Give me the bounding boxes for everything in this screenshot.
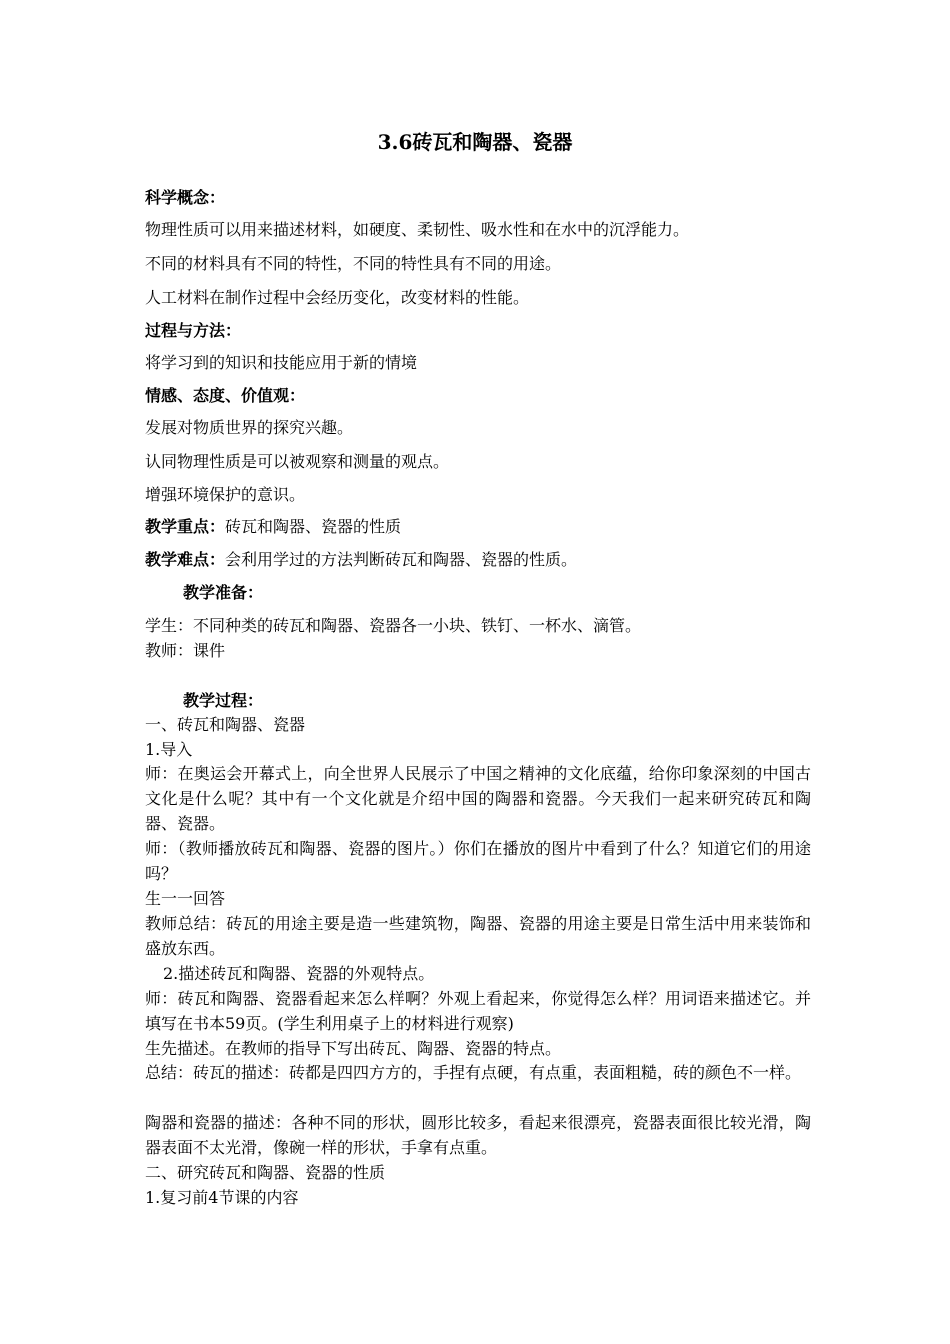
attitude-heading: 情感、态度、价值观： xyxy=(145,386,306,405)
paragraph-ceramic-summary: 陶器和瓷器的描述：各种不同的形状，圆形比较多，看起来很漂亮，瓷器表面很比较光滑，陶器表面不太光滑，像碗一样的形状，手拿有点重。 xyxy=(145,1113,811,1157)
preparation-teacher: 教师：课件 xyxy=(145,641,226,660)
preparation-heading: 教学准备： xyxy=(183,583,264,602)
key-point-label: 教学重点： xyxy=(145,517,226,536)
paragraph-student-answer: 生一一回答 xyxy=(145,889,226,908)
section-2-heading: 二、研究砖瓦和陶器、瓷器的性质 xyxy=(145,1163,386,1182)
document-title: 3.6砖瓦和陶器、瓷器 xyxy=(377,130,573,154)
preparation-student: 学生：不同种类的砖瓦和陶器、瓷器各一小块、铁钉、一杯水、滴管。 xyxy=(145,616,642,635)
teaching-process-heading: 教学过程： xyxy=(183,691,264,710)
paragraph-teacher-question: 师：（教师播放砖瓦和陶器、瓷器的图片。）你们在播放的图片中看到了什么？知道它们的用途吗？ xyxy=(145,839,811,883)
difficulty-text: 会利用学过的方法判断砖瓦和陶器、瓷器的性质。 xyxy=(225,550,578,569)
step-3-heading: 1.复习前4节课的内容 xyxy=(145,1188,299,1207)
paragraph-intro: 师：在奥运会开幕式上，向全世界人民展示了中国之精神的文化底蕴，给你印象深刻的中国古文化是什么呢？其中有一个文化就是介绍中国的陶器和瓷器。今天我们一起来研究砖瓦和陶器、瓷器。 xyxy=(145,764,811,833)
attitude-line-3: 增强环境保护的意识。 xyxy=(145,485,306,504)
key-point-text: 砖瓦和陶器、瓷器的性质 xyxy=(225,517,402,536)
concept-line-3: 人工材料在制作过程中会经历变化，改变材料的性能。 xyxy=(145,288,530,307)
paragraph-teacher-summary: 教师总结：砖瓦的用途主要是造一些建筑物，陶器、瓷器的用途主要是日常生活中用来装饰和盛放东西。 xyxy=(145,914,811,958)
step-1-heading: 1.导入 xyxy=(145,740,193,759)
key-point xyxy=(145,514,401,537)
process-method-heading: 过程与方法： xyxy=(145,321,242,340)
science-concepts-heading: 科学概念： xyxy=(145,188,226,207)
concept-line-2: 不同的材料具有不同的特性，不同的特性具有不同的用途。 xyxy=(145,254,562,273)
process-method-line: 将学习到的知识和技能应用于新的情境 xyxy=(145,353,418,372)
attitude-line-1: 发展对物质世界的探究兴趣。 xyxy=(145,418,354,437)
concept-line-1: 物理性质可以用来描述材料，如硬度、柔韧性、吸水性和在水中的沉浮能力。 xyxy=(145,220,690,239)
paragraph-student-describe: 生先描述。在教师的指导下写出砖瓦、陶器、瓷器的特点。 xyxy=(145,1039,562,1058)
difficulty xyxy=(145,547,577,570)
paragraph-brick-summary: 总结：砖瓦的描述：砖都是四四方方的，手捏有点硬，有点重，表面粗糙，砖的颜色不一样。 xyxy=(145,1063,802,1082)
difficulty-label: 教学难点： xyxy=(145,550,226,569)
paragraph-describe-appearance: 师：砖瓦和陶器、瓷器看起来怎么样啊？外观上看起来，你觉得怎么样？用词语来描述它。并填写在书本59页。(学生利用桌子上的材料进行观察) xyxy=(145,989,811,1033)
section-1-heading: 一、砖瓦和陶器、瓷器 xyxy=(145,715,306,734)
step-2-heading: 2.描述砖瓦和陶器、瓷器的外观特点。 xyxy=(163,964,435,983)
attitude-line-2: 认同物理性质是可以被观察和测量的观点。 xyxy=(145,452,450,471)
